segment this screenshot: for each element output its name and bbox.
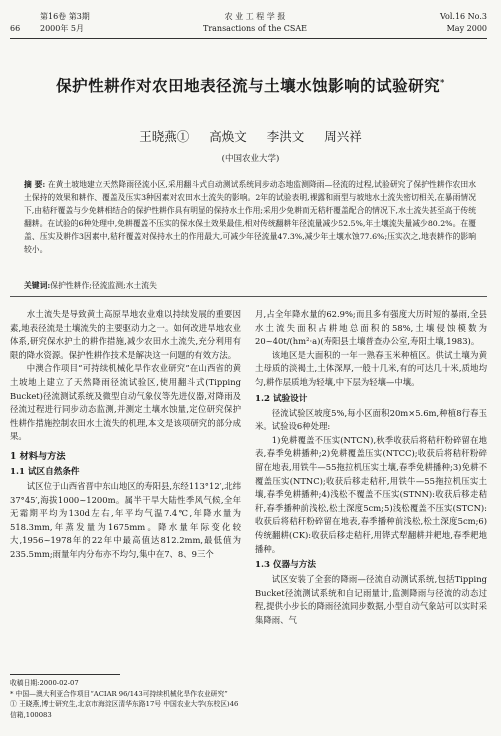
footnote: 收稿日期:2000-02-07 bbox=[10, 679, 79, 687]
paper-title-text: 保护性耕作对农田地表径流与土壤水蚀影响的试验研究 bbox=[56, 76, 441, 95]
date-cn: 2000年 5月 bbox=[40, 24, 84, 33]
body-paragraph: 径流试验区坡度5%,每小区面积20m×5.6m,种植8行春玉米。试验设6种处理: bbox=[255, 407, 487, 432]
footnote: ① 王晓燕,博士研究生,北京市海淀区清华东路17号 中国农业大学(东校区)46信箱,100083 bbox=[10, 700, 239, 719]
body-paragraph: 该地区是大面积的一年一熟春玉米种植区。供试土壤为黄土母质的淡褐土,土体深厚,一般十几米,有的可达几十米,质地均匀,耕作层质地为轻壤,中下层为轻壤—中壤。 bbox=[255, 349, 487, 387]
keywords bbox=[24, 280, 476, 291]
page-number: 66 bbox=[10, 24, 21, 33]
journal-name-en: Transactions of the CSAE bbox=[202, 24, 307, 33]
body-paragraph: 试区安装了全套的降雨—径流自动测试系统,包括Tipping Bucket径流测试系统和自记雨量计,监测降雨与径流的动态过程,提供小步长的降雨径流同步数据,小型自动气象站可以实时采集降雨、气 bbox=[255, 574, 487, 625]
section-divider bbox=[10, 296, 487, 297]
footnote-rule bbox=[10, 674, 120, 675]
title-footnote-mark: * bbox=[440, 76, 445, 87]
date-en: May 2000 bbox=[446, 24, 487, 33]
author-list bbox=[0, 127, 501, 145]
abstract bbox=[24, 178, 476, 256]
body-paragraph: 1)免耕覆盖不压实(NTCN),秋季收获后将秸秆粉碎留在地表,春季免耕播种;2)免耕覆盖压实(NTCC);收获后将秸秆粉碎留在地表,用铁牛—55拖拉机压实土壤,春季免耕播种;3)免耕不覆盖压实(NTNC);收获后移走秸秆,用铁牛—55拖拉机压实土壤,春季免耕播种;4)浅松不覆盖不压实(STNN):收获后移走秸秆,春季播种前浅松,松土深度5cm;5)浅松覆盖不压实(STCN):收获后将秸秆粉碎留在地表,春季播种前浅松,松土深度5cm;6)传统翻耕(CK):收获后移走秸秆,用铧式犁翻耕并耙地,春季耙地播种。 bbox=[255, 434, 487, 554]
right-column bbox=[255, 308, 487, 627]
volume-issue-cn: 第16卷 第3期 bbox=[40, 12, 90, 21]
author: 高焕文 bbox=[209, 129, 247, 144]
footnote: * 中国—澳大利亚合作项目“ACIAR 96/143可持续机械化旱作农业研究” bbox=[10, 689, 228, 698]
subsection-heading: 1.3 仪器与方法 bbox=[255, 560, 316, 571]
affiliation: (中国农业大学) bbox=[221, 154, 280, 164]
paper-title bbox=[0, 74, 501, 96]
abstract-label: 摘 要: bbox=[24, 180, 46, 189]
running-header bbox=[10, 10, 487, 36]
author: 李洪文 bbox=[266, 129, 305, 144]
subsection-heading: 1.2 试验设计 bbox=[255, 393, 308, 404]
footnotes bbox=[10, 678, 241, 720]
journal-name-cn: 农 业 工 程 学 报 bbox=[224, 12, 286, 21]
volume-issue-en: Vol.16 No.3 bbox=[440, 12, 487, 21]
author: 周兴祥 bbox=[324, 129, 362, 144]
keywords-label: 关键词: bbox=[24, 281, 51, 290]
body-paragraph: 中澳合作项目“可持续机械化旱作农业研究”在山西省的黄土坡地上建立了天然降雨径流试验区,使用翻斗式(Tipping Bucket)径流测试系统及微型自动气象仪等先进仪器,对降雨及径流过程进行同步动态监测,并测定土壤水蚀量,定位研究保护性耕作措施控制农田水土流失的机理,本文是该项研究的部分成果。 bbox=[10, 363, 241, 442]
author: 王晓燕① bbox=[139, 129, 190, 144]
keywords-text: 保护性耕作;径流监测;水土流失 bbox=[50, 281, 157, 290]
body-paragraph: 水土流失是导致黄土高原旱地农业难以持续发展的重要因素,地表径流是土壤流失的主要驱动力之一。如何改进旱地农业体系,研究保水护土的耕作措施,减少农田水土流失,充分利用有限的降水资源。保护性耕作技术是解决这一问题的有效方法。 bbox=[10, 309, 241, 360]
section-heading: 1 材料与方法 bbox=[10, 450, 66, 462]
left-column bbox=[10, 308, 241, 562]
header-rule bbox=[10, 38, 487, 39]
body-paragraph: 月,占全年降水量的62.9%;而且多有强度大历时短的暴雨,全县水土流失面积占耕地总面积的58%,土壤侵蚀模数为20~40t/(hm²·a)(寿阳县土壤普查办公室,寿阳土壤,1983)。 bbox=[255, 309, 487, 347]
body-paragraph: 试区位于山西省晋中东山地区的寿阳县,东经113°12′,北纬37°45′,海拔1000~1200m。属半干旱大陆性季风气候,全年无霜期平均为130d左右,年平均气温7.4℃,年降水量为518.3mm,年蒸发量为1675mm。降水量年际变化较大,1956~1978年的22年中最高值达812.2mm,最低值为235.5mm;雨量年内分布亦不均匀,集中在7、8、9三个 bbox=[10, 480, 241, 559]
abstract-text: 在黄土坡地建立天然降雨径流小区,采用翻斗式自动测试系统同步动态地监测降雨—径流的过程,试验研究了保护性耕作农田水土保持的效果和耕作、覆盖及压实3种因素对农田水土流失的影响。2年的试验表明,裸露和雨型与坡地水土流失密切相关,在暴雨情况下,由秸秆覆盖与少免耕相结合的保护性耕作具有明显的保持水土作用;采用少免耕而无秸秆覆盖配合的情况下,水土流失甚至高于传统翻耕。在试验的6种处理中,免耕覆盖不压实的保水保土效果最佳,相对传统翻耕年径流量减少52.5%,年土壤流失量减少80.2%。在覆盖、压实及耕作3因素中,秸秆覆盖对保持水土的作用最大,可减少年径流量47.3%,减少年土壤水蚀77.6%;压实次之,地表耕作的影响较小。 bbox=[24, 180, 477, 254]
subsection-heading: 1.1 试区自然条件 bbox=[10, 466, 80, 477]
